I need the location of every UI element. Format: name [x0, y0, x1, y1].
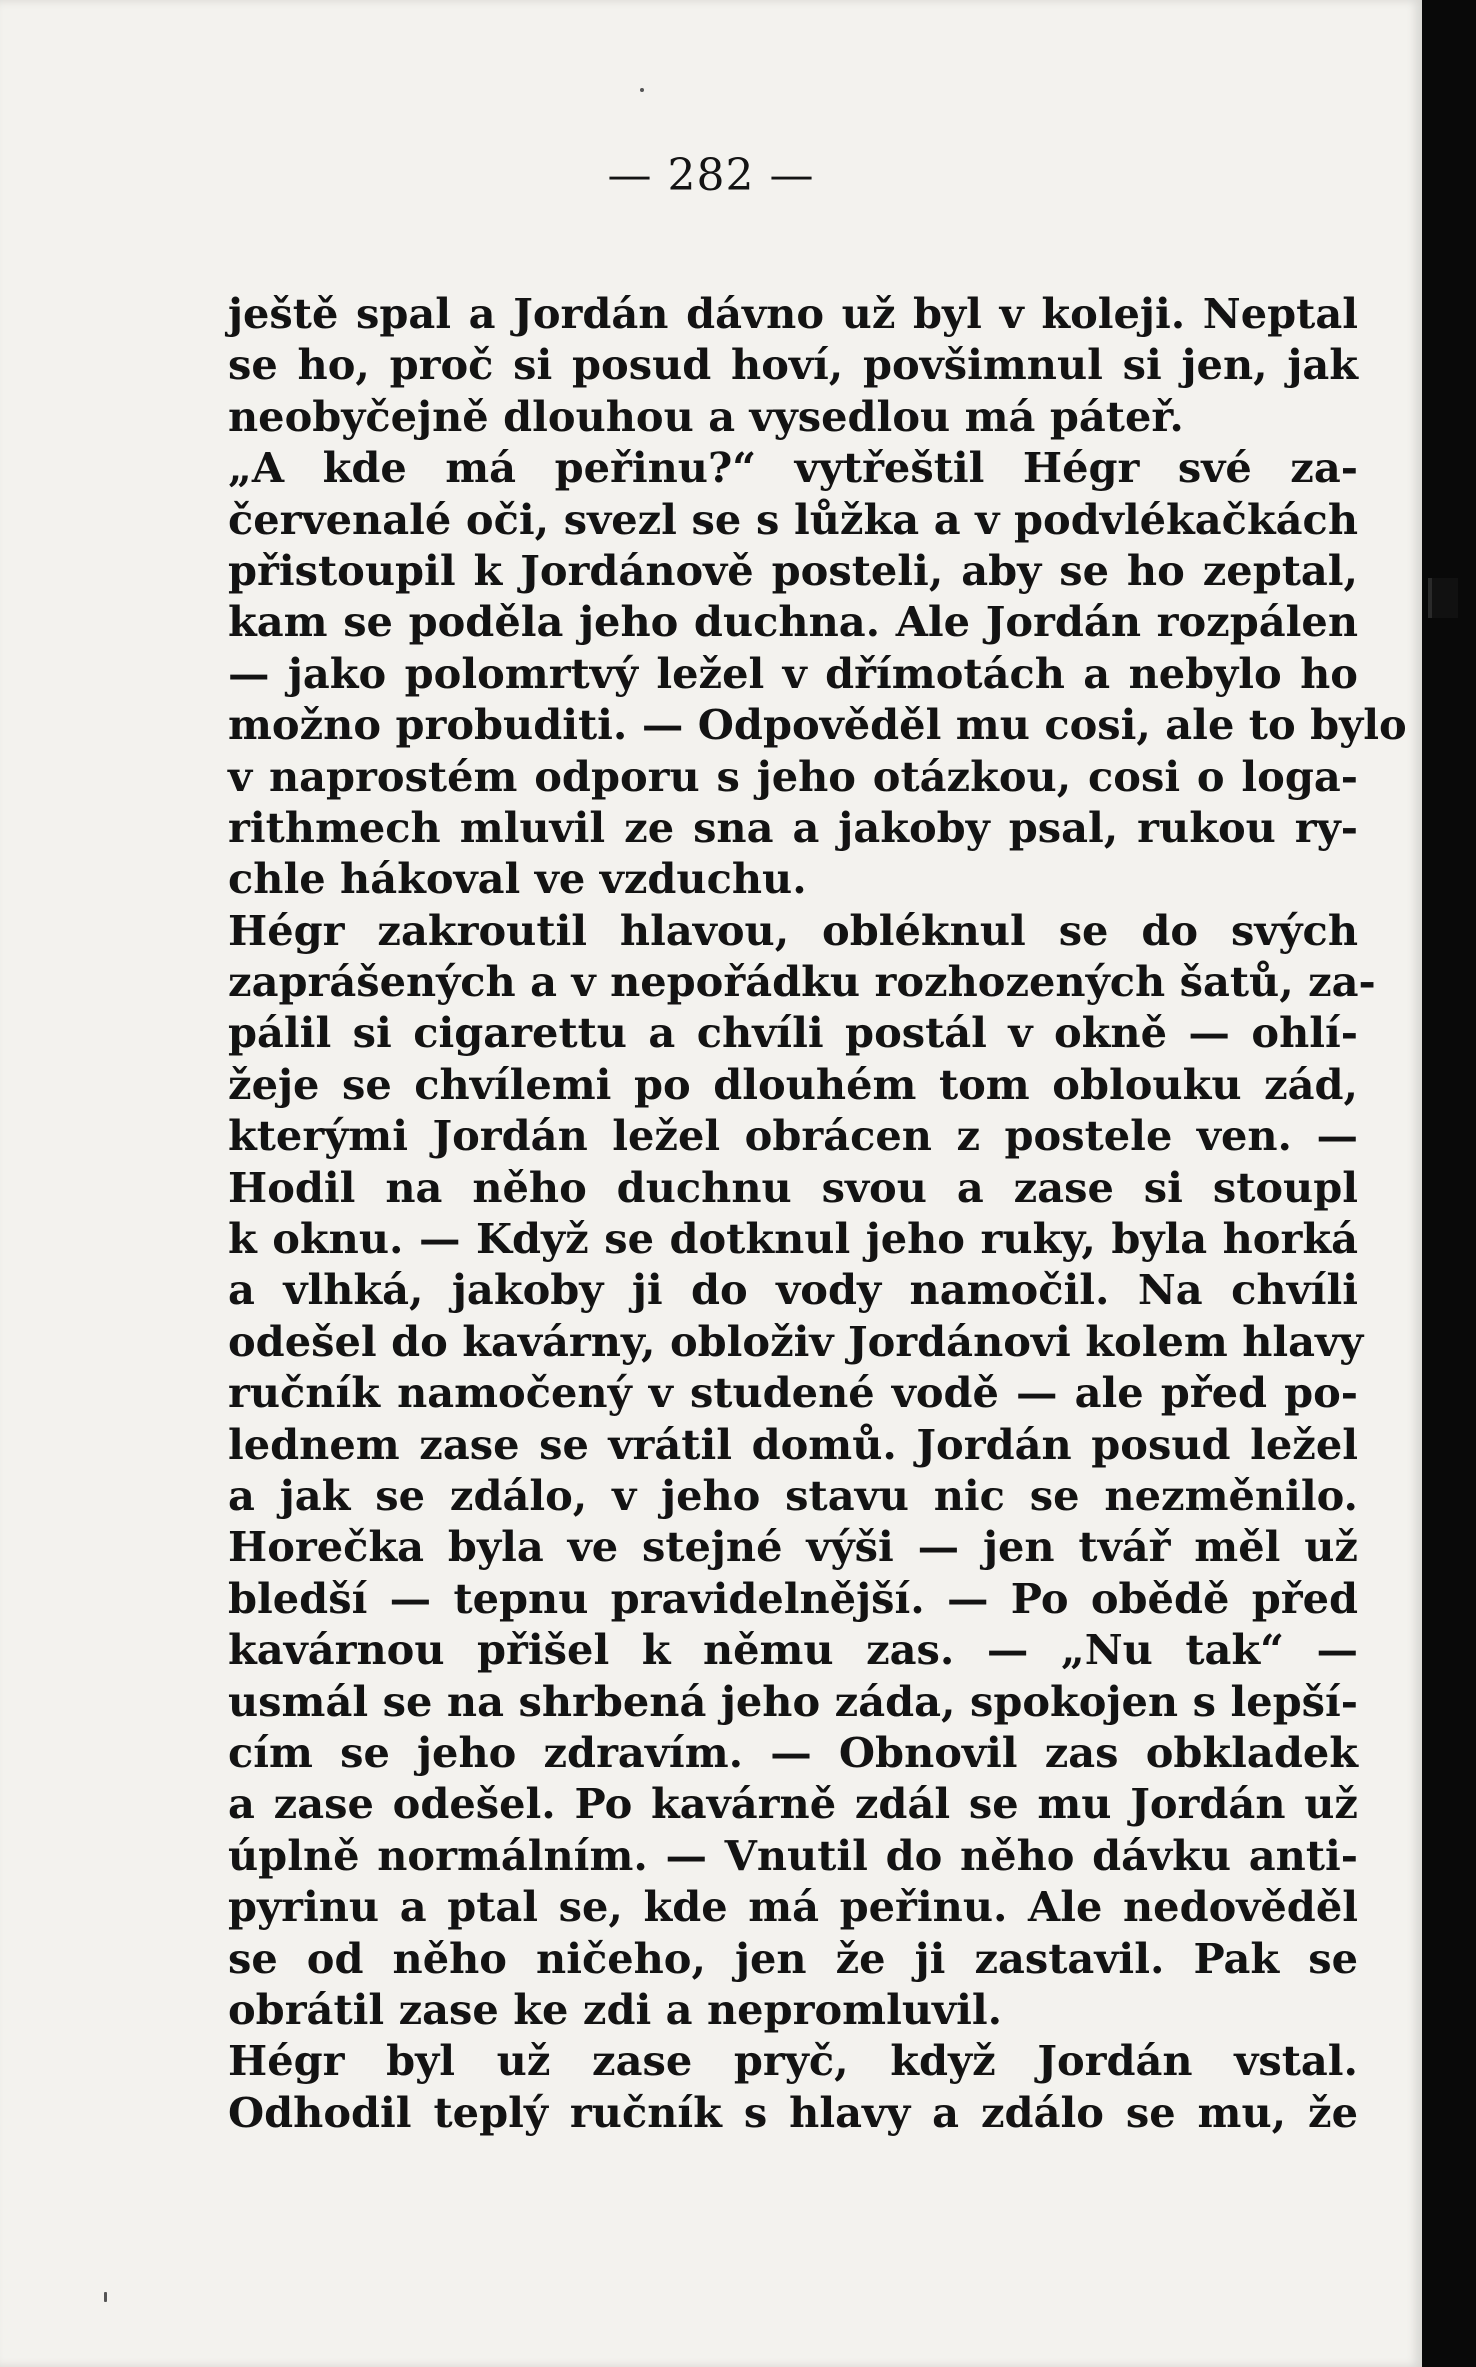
text-line: Hodil na něho duchnu svou a zase si stoupl [228, 1162, 1358, 1212]
text-line: bledší — tepnu pravidelnější. — Po obědě před [228, 1573, 1358, 1623]
text-line: pálil si cigarettu a chvíli postál v okně — ohlí- [228, 1008, 1358, 1058]
text-line: přistoupil k Jordánově posteli, aby se ho zeptal, [228, 545, 1358, 595]
text-line: úplně normálním. — Vnutil do něho dávku anti- [228, 1830, 1358, 1880]
text-line: „A kde má peřinu?“ vytřeštil Hégr své za- [228, 443, 1358, 493]
text-line: k oknu. — Když se dotknul jeho ruky, byla horká [228, 1214, 1358, 1264]
text-line: se ho, proč si posud hoví, povšimnul si jen, jak [228, 340, 1358, 390]
scan-border [1422, 0, 1476, 2367]
text-line: v naprostém odporu s jeho otázkou, cosi o loga- [228, 751, 1358, 801]
text-line: lednem zase se vrátil domů. Jordán posud ležel [228, 1419, 1358, 1469]
text-line: rithmech mluvil ze sna a jakoby psal, rukou ry- [228, 802, 1358, 852]
text-line: zaprášených a v nepořádku rozhozených šatů, za- [228, 957, 1376, 1007]
text-line: a jak se zdálo, v jeho stavu nic se nezměnilo. [228, 1470, 1358, 1520]
text-line: Horečka byla ve stejné výši — jen tvář měl už [228, 1522, 1358, 1572]
text-line: a zase odešel. Po kavárně zdál se mu Jordán už [228, 1779, 1358, 1829]
text-line: a vlhká, jakoby ji do vody namočil. Na chvíli [228, 1265, 1358, 1315]
text-line: Odhodil teplý ručník s hlavy a zdálo se mu, že [228, 2087, 1358, 2137]
text-line: Hégr zakroutil hlavou, obléknul se do svých [228, 905, 1358, 955]
text-line: kterými Jordán ležel obrácen z postele ven. — [228, 1111, 1358, 1161]
paper-speck [640, 88, 644, 92]
text-line: — jako polomrtvý ležel v dřímotách a nebylo ho [228, 648, 1358, 698]
text-line: kavárnou přišel k němu zas. — „Nu tak“ — [228, 1625, 1358, 1675]
text-line: Hégr byl už zase pryč, když Jordán vstal. [228, 2036, 1358, 2086]
page-number: — 282 — [607, 150, 815, 201]
text-line: cím se jeho zdravím. — Obnovil zas obkladek [228, 1727, 1358, 1777]
paper-speck [104, 2292, 107, 2302]
body-text [228, 288, 1407, 2138]
text-line: obrátil zase ke zdi a nepromluvil. [228, 1984, 1003, 2034]
text-line: ručník namočený v studené vodě — ale před po- [228, 1368, 1358, 1418]
text-line: chle hákoval ve vzduchu. [228, 854, 807, 904]
text-line: kam se poděla jeho duchna. Ale Jordán rozpálen [228, 597, 1358, 647]
scan-edge-mark [1428, 578, 1458, 618]
text-line: usmál se na shrbená jeho záda, spokojen s lepší- [228, 1676, 1358, 1726]
text-line: neobyčejně dlouhou a vysedlou má páteř. [228, 391, 1184, 441]
text-line: červenalé oči, svezl se s lůžka a v podvlékačkách [228, 494, 1358, 544]
text-line: se od něho ničeho, jen že ji zastavil. Pak se [228, 1933, 1358, 1983]
text-line: odešel do kavárny, obloživ Jordánovi kolem hlavy [228, 1316, 1364, 1366]
text-line: žeje se chvílemi po dlouhém tom oblouku zád, [228, 1059, 1358, 1109]
text-line: pyrinu a ptal se, kde má peřinu. Ale nedověděl [228, 1882, 1358, 1932]
text-line: možno probuditi. — Odpověděl mu cosi, ale to bylo [228, 700, 1407, 750]
text-line: ještě spal a Jordán dávno už byl v koleji. Neptal [228, 289, 1358, 338]
